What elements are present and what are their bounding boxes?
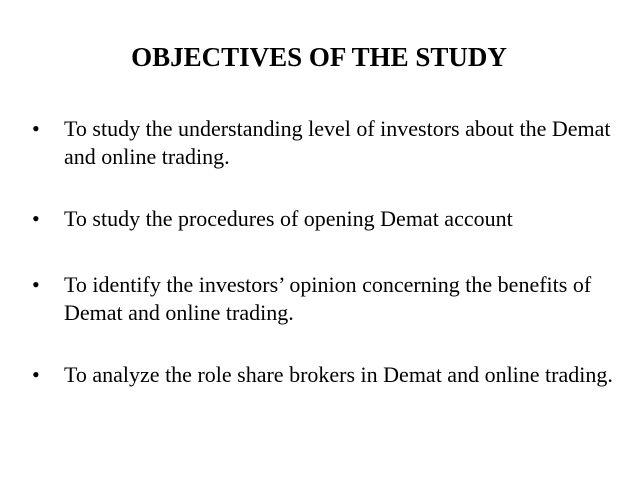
bullet-text: To analyze the role share brokers in Demat and online trading. [64, 362, 613, 387]
list-item [30, 271, 620, 327]
bullet-icon: • [32, 272, 40, 297]
bullet-text: To identify the investors’ opinion concerning the benefits of Demat and online trading. [64, 272, 592, 325]
list-item [30, 205, 620, 233]
objectives-list [30, 115, 620, 423]
bullet-text: To study the procedures of opening Demat account [64, 206, 513, 231]
bullet-icon: • [32, 362, 40, 387]
bullet-text: To study the understanding level of investors about the Demat and online trading. [64, 116, 611, 169]
list-item [30, 115, 620, 171]
list-item [30, 361, 620, 389]
slide-title: OBJECTIVES OF THE STUDY [131, 42, 507, 72]
bullet-icon: • [32, 116, 40, 141]
bullet-icon: • [32, 206, 40, 231]
